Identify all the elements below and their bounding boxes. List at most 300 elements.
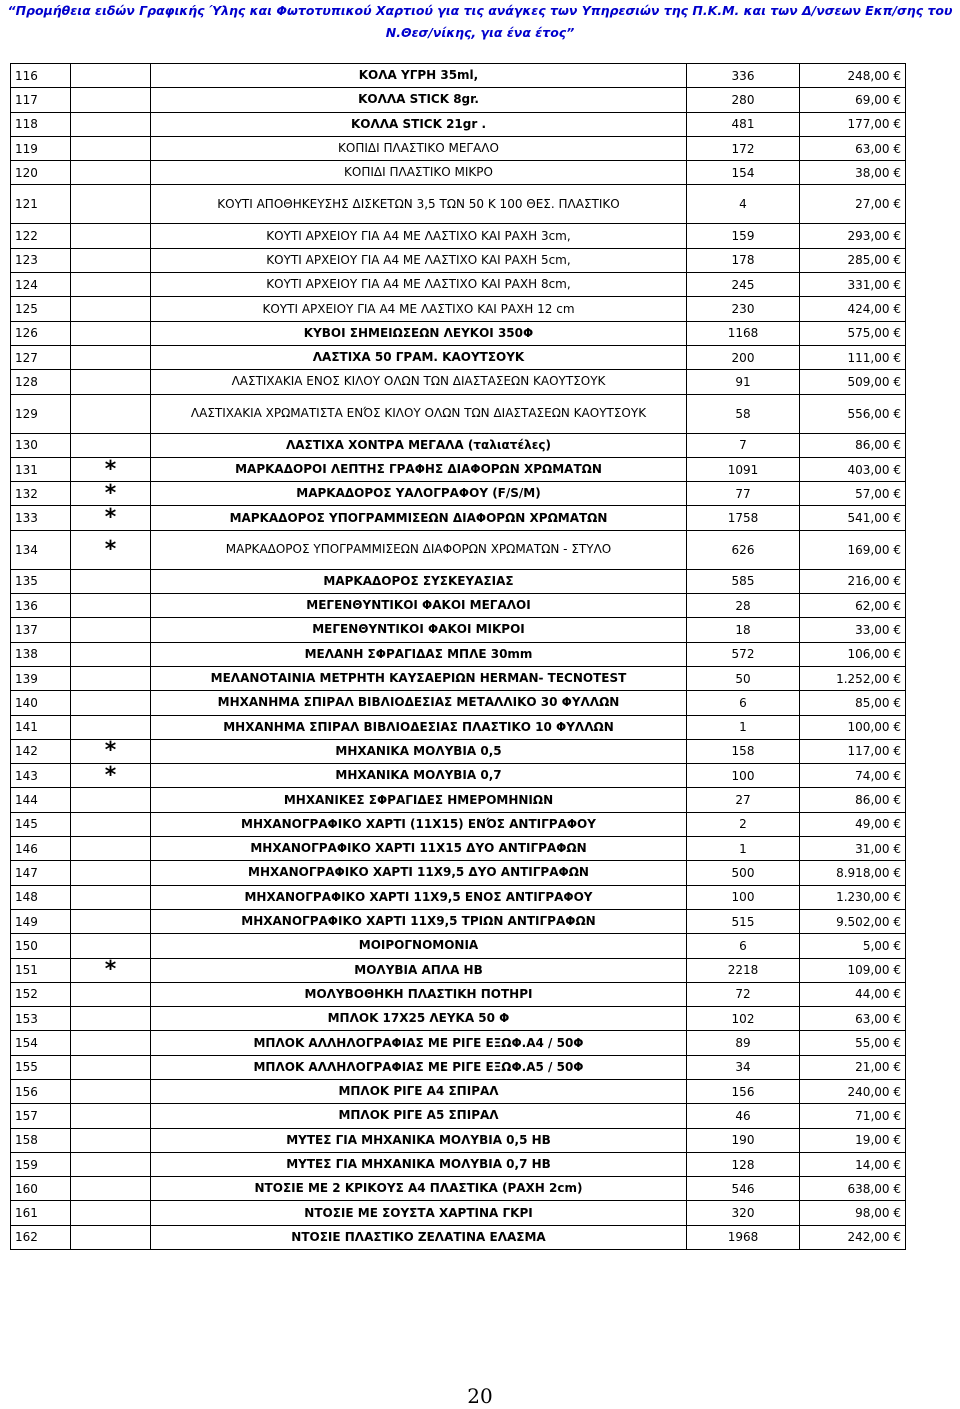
price-value: 541,00 bbox=[847, 511, 890, 526]
table-row bbox=[11, 934, 906, 958]
table-row bbox=[11, 1201, 906, 1225]
item-price bbox=[800, 64, 906, 88]
item-number: 142 bbox=[11, 739, 71, 763]
price-value: 109,00 bbox=[847, 963, 890, 978]
euro-sign: € bbox=[893, 1206, 901, 1221]
table-row bbox=[11, 457, 906, 481]
star-marker bbox=[71, 666, 151, 690]
price-value: 509,00 bbox=[847, 374, 890, 389]
item-price bbox=[800, 788, 906, 812]
star-marker bbox=[71, 1201, 151, 1225]
euro-sign: € bbox=[893, 511, 901, 526]
item-description: ΜΕΛΑΝΗ ΣΦΡΑΓΙΔΑΣ ΜΠΛΕ 30mm bbox=[151, 642, 687, 666]
item-price bbox=[800, 764, 906, 788]
price-value: 21,00 bbox=[855, 1060, 890, 1075]
price-value: 57,00 bbox=[855, 486, 890, 501]
euro-sign: € bbox=[893, 1011, 901, 1026]
euro-sign: € bbox=[893, 817, 901, 832]
star-marker bbox=[71, 1007, 151, 1031]
table-row bbox=[11, 482, 906, 506]
star-marker: * bbox=[71, 506, 151, 530]
star-marker bbox=[71, 1152, 151, 1176]
item-number: 143 bbox=[11, 764, 71, 788]
price-value: 403,00 bbox=[847, 462, 890, 477]
item-number: 131 bbox=[11, 457, 71, 481]
table-row bbox=[11, 224, 906, 248]
euro-sign: € bbox=[893, 1084, 901, 1099]
table-row bbox=[11, 909, 906, 933]
item-quantity: 172 bbox=[687, 136, 800, 160]
price-value: 69,00 bbox=[855, 92, 890, 107]
item-number: 149 bbox=[11, 909, 71, 933]
star-marker bbox=[71, 273, 151, 297]
item-price bbox=[800, 370, 906, 394]
item-price bbox=[800, 161, 906, 185]
star-marker: * bbox=[71, 482, 151, 506]
item-description: ΜΑΡΚΑΔΟΡΟΣ ΥΑΛΟΓΡΑΦΟΥ (F/S/M) bbox=[151, 482, 687, 506]
table-row bbox=[11, 764, 906, 788]
star-marker bbox=[71, 812, 151, 836]
item-price bbox=[800, 1177, 906, 1201]
table-row bbox=[11, 321, 906, 345]
price-value: 19,00 bbox=[855, 1133, 890, 1148]
item-quantity: 58 bbox=[687, 394, 800, 433]
star-marker bbox=[71, 1055, 151, 1079]
item-quantity: 1 bbox=[687, 715, 800, 739]
price-value: 1.230,00 bbox=[836, 890, 890, 905]
euro-sign: € bbox=[893, 1036, 901, 1051]
header-line-1: “Προμήθεια ειδών Γραφικής Ύλης και Φωτοτυπικού Χαρτιού για τις ανάγκες των Υπηρεσιών της Π.Κ.Μ. και των Δ/νσεων Εκπ/σης του bbox=[7, 3, 953, 18]
item-quantity: 500 bbox=[687, 861, 800, 885]
euro-sign: € bbox=[893, 1108, 901, 1123]
item-quantity: 190 bbox=[687, 1128, 800, 1152]
item-quantity: 77 bbox=[687, 482, 800, 506]
table-row bbox=[11, 530, 906, 569]
item-description: ΚΟΥΤΙ ΑΡΧΕΙΟΥ ΓΙΑ Α4 ΜΕ ΛΑΣΤΙΧΟ ΚΑΙ ΡΑΧΗ 12 cm bbox=[151, 297, 687, 321]
item-description: ΜΥΤΕΣ ΓΙΑ ΜΗΧΑΝΙΚΑ ΜΟΛΥΒΙΑ 0,7 ΗΒ bbox=[151, 1152, 687, 1176]
star-marker bbox=[71, 1225, 151, 1249]
item-price bbox=[800, 1128, 906, 1152]
euro-sign: € bbox=[893, 165, 901, 180]
item-description: ΚΟΠΙΔΙ ΠΛΑΣΤΙΚΟ ΜΙΚΡΟ bbox=[151, 161, 687, 185]
euro-sign: € bbox=[893, 302, 901, 317]
item-quantity: 28 bbox=[687, 594, 800, 618]
header-line-2: Ν.Θεσ/νίκης, για ένα έτος” bbox=[385, 25, 575, 40]
item-price bbox=[800, 885, 906, 909]
euro-sign: € bbox=[893, 768, 901, 783]
table-row bbox=[11, 812, 906, 836]
item-description: ΜΥΤΕΣ ΓΙΑ ΜΗΧΑΝΙΚΑ ΜΟΛΥΒΙΑ 0,5 ΗΒ bbox=[151, 1128, 687, 1152]
item-quantity: 585 bbox=[687, 569, 800, 593]
star-marker bbox=[71, 345, 151, 369]
item-number: 153 bbox=[11, 1007, 71, 1031]
item-description: ΜΕΓΕΝΘΥΝΤΙΚΟΙ ΦΑΚΟΙ ΜΕΓΑΛΟΙ bbox=[151, 594, 687, 618]
item-number: 117 bbox=[11, 88, 71, 112]
item-quantity: 200 bbox=[687, 345, 800, 369]
item-number: 135 bbox=[11, 569, 71, 593]
price-value: 177,00 bbox=[847, 117, 890, 132]
item-number: 139 bbox=[11, 666, 71, 690]
item-description: ΝΤΟΣΙΕ ΜΕ ΣΟΥΣΤΑ ΧΑΡΤΙΝΑ ΓΚΡΙ bbox=[151, 1201, 687, 1225]
item-description: ΜΟΛΥΒΟΘΗΚΗ ΠΛΑΣΤΙΚΗ ΠΟΤΗΡΙ bbox=[151, 982, 687, 1006]
star-marker: * bbox=[71, 739, 151, 763]
item-description: ΚΟΛΛΑ STICK 8gr. bbox=[151, 88, 687, 112]
table-row bbox=[11, 248, 906, 272]
item-price bbox=[800, 958, 906, 982]
item-number: 133 bbox=[11, 506, 71, 530]
item-quantity: 546 bbox=[687, 1177, 800, 1201]
item-price bbox=[800, 321, 906, 345]
item-description: ΜΗΧΑΝΟΓΡΑΦΙΚΟ ΧΑΡΤΙ 11Χ9,5 ΔΥΟ ΑΝΤΙΓΡΑΦΩΝ bbox=[151, 861, 687, 885]
euro-sign: € bbox=[893, 486, 901, 501]
item-number: 159 bbox=[11, 1152, 71, 1176]
item-quantity: 34 bbox=[687, 1055, 800, 1079]
price-value: 575,00 bbox=[847, 326, 890, 341]
star-marker bbox=[71, 982, 151, 1006]
item-description: ΚΥΒΟΙ ΣΗΜΕΙΩΣΕΩΝ ΛΕΥΚΟΙ 350Φ bbox=[151, 321, 687, 345]
item-number: 154 bbox=[11, 1031, 71, 1055]
item-description: ΜΕΛΑΝΟΤΑΙΝΙΑ ΜΕΤΡΗΤΗ ΚΑΥΣΑΕΡΙΩΝ HERMAN- TECNOTEST bbox=[151, 666, 687, 690]
table-row bbox=[11, 506, 906, 530]
table-row bbox=[11, 112, 906, 136]
star-marker bbox=[71, 1104, 151, 1128]
euro-sign: € bbox=[893, 438, 901, 453]
price-value: 31,00 bbox=[855, 841, 890, 856]
euro-sign: € bbox=[893, 914, 901, 929]
item-number: 160 bbox=[11, 1177, 71, 1201]
table-row bbox=[11, 1055, 906, 1079]
euro-sign: € bbox=[893, 574, 901, 589]
euro-sign: € bbox=[893, 1133, 901, 1148]
euro-sign: € bbox=[893, 197, 901, 212]
star-marker bbox=[71, 715, 151, 739]
item-number: 134 bbox=[11, 530, 71, 569]
item-price bbox=[800, 666, 906, 690]
price-value: 9.502,00 bbox=[836, 914, 890, 929]
table-row bbox=[11, 642, 906, 666]
item-number: 140 bbox=[11, 691, 71, 715]
star-marker bbox=[71, 642, 151, 666]
star-marker bbox=[71, 691, 151, 715]
item-price bbox=[800, 812, 906, 836]
table-row bbox=[11, 1031, 906, 1055]
item-description: ΜΟΙΡΟΓΝΟΜΟΝΙΑ bbox=[151, 934, 687, 958]
item-price bbox=[800, 433, 906, 457]
item-number: 146 bbox=[11, 837, 71, 861]
table-row bbox=[11, 691, 906, 715]
item-price bbox=[800, 345, 906, 369]
euro-sign: € bbox=[893, 406, 901, 421]
price-value: 27,00 bbox=[855, 197, 890, 212]
table-row bbox=[11, 161, 906, 185]
euro-sign: € bbox=[893, 1060, 901, 1075]
euro-sign: € bbox=[893, 229, 901, 244]
item-price bbox=[800, 934, 906, 958]
table-row bbox=[11, 885, 906, 909]
price-value: 331,00 bbox=[847, 277, 890, 292]
euro-sign: € bbox=[893, 865, 901, 880]
item-price bbox=[800, 1152, 906, 1176]
price-value: 62,00 bbox=[855, 598, 890, 613]
table-row bbox=[11, 1104, 906, 1128]
item-price bbox=[800, 837, 906, 861]
item-number: 121 bbox=[11, 185, 71, 224]
euro-sign: € bbox=[893, 963, 901, 978]
item-price bbox=[800, 506, 906, 530]
item-description: ΛΑΣΤΙΧΑΚΙΑ ΧΡΩΜΑΤΙΣΤΑ ΕΝΌΣ ΚΙΛΟΥ ΟΛΩΝ ΤΩΝ ΔΙΑΣΤΑΣΕΩΝ ΚΑΟΥΤΣΟΥΚ bbox=[151, 394, 687, 433]
star-marker bbox=[71, 885, 151, 909]
item-number: 155 bbox=[11, 1055, 71, 1079]
item-number: 158 bbox=[11, 1128, 71, 1152]
star-marker: * bbox=[71, 530, 151, 569]
item-number: 125 bbox=[11, 297, 71, 321]
item-number: 116 bbox=[11, 64, 71, 88]
item-quantity: 72 bbox=[687, 982, 800, 1006]
item-number: 123 bbox=[11, 248, 71, 272]
item-description: ΜΗΧΑΝΟΓΡΑΦΙΚΟ ΧΑΡΤΙ (11Χ15) ΕΝΌΣ ΑΝΤΙΓΡΑΦΟΥ bbox=[151, 812, 687, 836]
price-value: 55,00 bbox=[855, 1036, 890, 1051]
price-value: 74,00 bbox=[855, 768, 890, 783]
item-quantity: 280 bbox=[687, 88, 800, 112]
items-table bbox=[10, 63, 906, 1250]
star-marker bbox=[71, 1079, 151, 1103]
item-description: ΜΑΡΚΑΔΟΡΟΣ ΥΠΟΓΡΑΜΜΙΣΕΩΝ ΔΙΑΦΟΡΩΝ ΧΡΩΜΑΤΩΝ bbox=[151, 506, 687, 530]
item-description: ΚΟΥΤΙ ΑΡΧΕΙΟΥ ΓΙΑ Α4 ΜΕ ΛΑΣΤΙΧΟ ΚΑΙ ΡΑΧΗ 3cm, bbox=[151, 224, 687, 248]
table-row bbox=[11, 394, 906, 433]
item-description: ΜΗΧΑΝΗΜΑ ΣΠΙΡΑΛ ΒΙΒΛΙΟΔΕΣΙΑΣ ΠΛΑΣΤΙΚΟ 10 ΦΥΛΛΩΝ bbox=[151, 715, 687, 739]
item-description: ΜΑΡΚΑΔΟΡΟΙ ΛΕΠΤΗΣ ΓΡΑΦΗΣ ΔΙΑΦΟΡΩΝ ΧΡΩΜΑΤΩΝ bbox=[151, 457, 687, 481]
item-quantity: 27 bbox=[687, 788, 800, 812]
item-number: 150 bbox=[11, 934, 71, 958]
item-number: 144 bbox=[11, 788, 71, 812]
euro-sign: € bbox=[893, 68, 901, 83]
item-price bbox=[800, 739, 906, 763]
star-marker bbox=[71, 136, 151, 160]
item-description: ΜΠΛΟΚ ΑΛΛΗΛΟΓΡΑΦΙΑΣ ΜΕ ΡΙΓΕ ΕΞΩΦ.Α5 / 50Φ bbox=[151, 1055, 687, 1079]
star-marker bbox=[71, 569, 151, 593]
table-row bbox=[11, 788, 906, 812]
item-price bbox=[800, 569, 906, 593]
star-marker: * bbox=[71, 764, 151, 788]
item-quantity: 156 bbox=[687, 1079, 800, 1103]
table-row bbox=[11, 861, 906, 885]
item-number: 151 bbox=[11, 958, 71, 982]
euro-sign: € bbox=[893, 374, 901, 389]
star-marker bbox=[71, 88, 151, 112]
item-description: ΚΟΥΤΙ ΑΡΧΕΙΟΥ ΓΙΑ Α4 ΜΕ ΛΑΣΤΙΧΟ ΚΑΙ ΡΑΧΗ 8cm, bbox=[151, 273, 687, 297]
euro-sign: € bbox=[893, 744, 901, 759]
item-price bbox=[800, 248, 906, 272]
item-quantity: 128 bbox=[687, 1152, 800, 1176]
item-description: ΛΑΣΤΙΧΑ ΧΟΝΤΡΑ ΜΕΓΑΛΑ (ταλιατέλες) bbox=[151, 433, 687, 457]
item-quantity: 46 bbox=[687, 1104, 800, 1128]
item-number: 119 bbox=[11, 136, 71, 160]
price-value: 33,00 bbox=[855, 622, 890, 637]
item-quantity: 1091 bbox=[687, 457, 800, 481]
star-marker bbox=[71, 837, 151, 861]
item-description: ΜΑΡΚΑΔΟΡΟΣ ΣΥΣΚΕΥΑΣΙΑΣ bbox=[151, 569, 687, 593]
item-number: 138 bbox=[11, 642, 71, 666]
item-number: 161 bbox=[11, 1201, 71, 1225]
euro-sign: € bbox=[893, 350, 901, 365]
item-price bbox=[800, 1079, 906, 1103]
euro-sign: € bbox=[893, 987, 901, 1002]
price-value: 556,00 bbox=[847, 406, 890, 421]
item-price bbox=[800, 861, 906, 885]
star-marker bbox=[71, 861, 151, 885]
price-value: 71,00 bbox=[855, 1108, 890, 1123]
euro-sign: € bbox=[893, 793, 901, 808]
item-quantity: 626 bbox=[687, 530, 800, 569]
price-value: 638,00 bbox=[847, 1181, 890, 1196]
price-value: 63,00 bbox=[855, 141, 890, 156]
item-quantity: 2 bbox=[687, 812, 800, 836]
table-row bbox=[11, 1079, 906, 1103]
item-number: 152 bbox=[11, 982, 71, 1006]
item-quantity: 154 bbox=[687, 161, 800, 185]
star-marker: * bbox=[71, 457, 151, 481]
items-table-body bbox=[11, 64, 906, 1250]
item-price bbox=[800, 715, 906, 739]
item-description: ΚΟΛΑ ΥΓΡΗ 35ml, bbox=[151, 64, 687, 88]
price-value: 240,00 bbox=[847, 1084, 890, 1099]
item-description: ΛΑΣΤΙΧΑ 50 ΓΡΑΜ. ΚΑΟΥΤΣΟΥΚ bbox=[151, 345, 687, 369]
item-quantity: 245 bbox=[687, 273, 800, 297]
euro-sign: € bbox=[893, 598, 901, 613]
euro-sign: € bbox=[893, 720, 901, 735]
item-description: ΚΟΥΤΙ ΑΠΟΘΗΚΕΥΣΗΣ ΔΙΣΚΕΤΩΝ 3,5 ΤΩΝ 50 Κ 100 ΘΕΣ. ΠΛΑΣΤΙΚΟ bbox=[151, 185, 687, 224]
item-description: ΚΟΥΤΙ ΑΡΧΕΙΟΥ ΓΙΑ Α4 ΜΕ ΛΑΣΤΙΧΟ ΚΑΙ ΡΑΧΗ 5cm, bbox=[151, 248, 687, 272]
price-value: 242,00 bbox=[847, 1230, 890, 1245]
star-marker bbox=[71, 161, 151, 185]
star-marker bbox=[71, 321, 151, 345]
item-quantity: 6 bbox=[687, 691, 800, 715]
price-value: 86,00 bbox=[855, 793, 890, 808]
item-description: ΜΗΧΑΝΙΚΕΣ ΣΦΡΑΓΙΔΕΣ ΗΜΕΡΟΜΗΝΙΩΝ bbox=[151, 788, 687, 812]
item-quantity: 336 bbox=[687, 64, 800, 88]
star-marker bbox=[71, 370, 151, 394]
price-value: 8.918,00 bbox=[836, 865, 890, 880]
item-description: ΜΕΓΕΝΘΥΝΤΙΚΟΙ ΦΑΚΟΙ ΜΙΚΡΟΙ bbox=[151, 618, 687, 642]
document-header bbox=[0, 0, 960, 44]
item-price bbox=[800, 224, 906, 248]
item-description: ΜΠΛΟΚ 17Χ25 ΛΕΥΚΑ 50 Φ bbox=[151, 1007, 687, 1031]
star-marker bbox=[71, 909, 151, 933]
price-value: 1.252,00 bbox=[836, 671, 890, 686]
table-row bbox=[11, 297, 906, 321]
item-number: 148 bbox=[11, 885, 71, 909]
item-description: ΜΠΛΟΚ ΡΙΓΕ Α5 ΣΠΙΡΑΛ bbox=[151, 1104, 687, 1128]
item-quantity: 1968 bbox=[687, 1225, 800, 1249]
euro-sign: € bbox=[893, 695, 901, 710]
star-marker bbox=[71, 64, 151, 88]
euro-sign: € bbox=[893, 253, 901, 268]
item-price bbox=[800, 530, 906, 569]
item-description: ΝΤΟΣΙΕ ΜΕ 2 ΚΡΙΚΟΥΣ Α4 ΠΛΑΣΤΙΚΑ (ΡΑΧΗ 2cm) bbox=[151, 1177, 687, 1201]
euro-sign: € bbox=[893, 117, 901, 132]
item-description: ΛΑΣΤΙΧΑΚΙΑ ΕΝΟΣ ΚΙΛΟΥ ΟΛΩΝ ΤΩΝ ΔΙΑΣΤΑΣΕΩΝ ΚΑΟΥΤΣΟΥΚ bbox=[151, 370, 687, 394]
table-row bbox=[11, 345, 906, 369]
star-marker bbox=[71, 112, 151, 136]
euro-sign: € bbox=[893, 890, 901, 905]
item-number: 128 bbox=[11, 370, 71, 394]
item-price bbox=[800, 909, 906, 933]
item-price bbox=[800, 88, 906, 112]
item-description: ΚΟΛΛΑ STICK 21gr . bbox=[151, 112, 687, 136]
price-value: 85,00 bbox=[855, 695, 890, 710]
star-marker bbox=[71, 594, 151, 618]
item-number: 145 bbox=[11, 812, 71, 836]
item-quantity: 1 bbox=[687, 837, 800, 861]
item-quantity: 100 bbox=[687, 764, 800, 788]
price-value: 106,00 bbox=[847, 647, 890, 662]
price-value: 100,00 bbox=[847, 720, 890, 735]
price-value: 5,00 bbox=[862, 938, 890, 953]
star-marker bbox=[71, 224, 151, 248]
item-number: 147 bbox=[11, 861, 71, 885]
price-value: 49,00 bbox=[855, 817, 890, 832]
euro-sign: € bbox=[893, 462, 901, 477]
item-number: 130 bbox=[11, 433, 71, 457]
item-price bbox=[800, 394, 906, 433]
item-price bbox=[800, 112, 906, 136]
price-value: 38,00 bbox=[855, 165, 890, 180]
item-number: 126 bbox=[11, 321, 71, 345]
euro-sign: € bbox=[893, 841, 901, 856]
euro-sign: € bbox=[893, 938, 901, 953]
item-number: 122 bbox=[11, 224, 71, 248]
price-value: 169,00 bbox=[847, 542, 890, 557]
item-quantity: 100 bbox=[687, 885, 800, 909]
item-quantity: 178 bbox=[687, 248, 800, 272]
item-price bbox=[800, 1007, 906, 1031]
item-number: 157 bbox=[11, 1104, 71, 1128]
table-row bbox=[11, 569, 906, 593]
euro-sign: € bbox=[893, 542, 901, 557]
table-row bbox=[11, 185, 906, 224]
star-marker bbox=[71, 394, 151, 433]
star-marker bbox=[71, 433, 151, 457]
item-number: 137 bbox=[11, 618, 71, 642]
star-marker bbox=[71, 248, 151, 272]
item-quantity: 159 bbox=[687, 224, 800, 248]
table-row bbox=[11, 982, 906, 1006]
item-description: ΜΑΡΚΑΔΟΡΟΣ ΥΠΟΓΡΑΜΜΙΣΕΩΝ ΔΙΑΦΟΡΩΝ ΧΡΩΜΑΤΩΝ - ΣΤΥΛΟ bbox=[151, 530, 687, 569]
table-row bbox=[11, 666, 906, 690]
table-row bbox=[11, 370, 906, 394]
item-price bbox=[800, 273, 906, 297]
price-value: 98,00 bbox=[855, 1206, 890, 1221]
table-row bbox=[11, 64, 906, 88]
item-quantity: 50 bbox=[687, 666, 800, 690]
item-price bbox=[800, 1225, 906, 1249]
page-number: 20 bbox=[467, 1384, 493, 1408]
price-value: 248,00 bbox=[847, 68, 890, 83]
item-price bbox=[800, 691, 906, 715]
table-row bbox=[11, 1225, 906, 1249]
item-quantity: 572 bbox=[687, 642, 800, 666]
item-description: ΜΗΧΑΝΟΓΡΑΦΙΚΟ ΧΑΡΤΙ 11Χ15 ΔΥΟ ΑΝΤΙΓΡΑΦΩΝ bbox=[151, 837, 687, 861]
item-quantity: 18 bbox=[687, 618, 800, 642]
item-description: ΜΗΧΑΝΗΜΑ ΣΠΙΡΑΛ ΒΙΒΛΙΟΔΕΣΙΑΣ ΜΕΤΑΛΛΙΚΟ 30 ΦΥΛΛΩΝ bbox=[151, 691, 687, 715]
star-marker bbox=[71, 1031, 151, 1055]
item-description: ΝΤΟΣΙΕ ΠΛΑΣΤΙΚΟ ΖΕΛΑΤΙΝΑ ΕΛΑΣΜΑ bbox=[151, 1225, 687, 1249]
table-row bbox=[11, 273, 906, 297]
item-quantity: 4 bbox=[687, 185, 800, 224]
euro-sign: € bbox=[893, 1157, 901, 1172]
item-description: ΚΟΠΙΔΙ ΠΛΑΣΤΙΚΟ ΜΕΓΑΛΟ bbox=[151, 136, 687, 160]
table-row bbox=[11, 837, 906, 861]
